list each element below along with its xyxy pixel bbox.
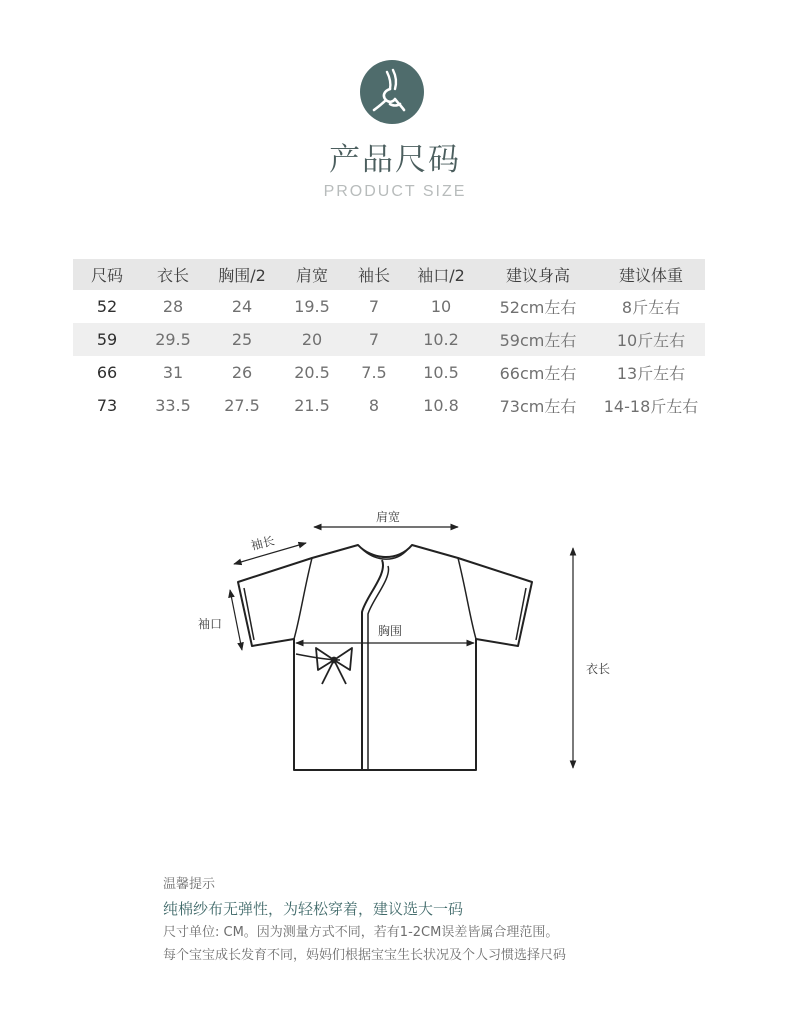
table-cell: 13斤左右 — [616, 364, 686, 383]
table-cell: 28 — [162, 297, 184, 316]
column-header: 袖口/2 — [417, 266, 465, 285]
label-chest: 胸围 — [378, 624, 403, 638]
garment-size-diagram — [0, 490, 790, 790]
table-cell: 73cm左右 — [499, 397, 577, 416]
table-cell: 7 — [368, 330, 380, 349]
table-row — [73, 389, 705, 422]
table-cell: 59 — [96, 330, 118, 349]
table-cell: 73 — [96, 396, 118, 415]
page-title: 产品尺码 — [329, 142, 461, 178]
table-cell: 7 — [368, 297, 380, 316]
table-cell: 19.5 — [294, 297, 330, 316]
table-cell: 7.5 — [361, 363, 387, 382]
column-header: 衣长 — [156, 266, 189, 285]
column-header: 尺码 — [90, 266, 123, 285]
table-cell: 14-18斤左右 — [603, 397, 699, 416]
tips-heading: 温馨提示 — [163, 877, 216, 892]
table-cell: 24 — [231, 297, 253, 316]
table-cell: 26 — [231, 363, 253, 382]
table-cell: 66 — [96, 363, 118, 382]
table-cell: 20.5 — [294, 363, 330, 382]
tips-line: 尺寸单位: CM。因为测量方式不同，若有1-2CM误差皆属合理范围。 — [163, 925, 559, 940]
table-cell: 25 — [231, 330, 253, 349]
size-table — [73, 259, 705, 422]
bow-icon — [316, 648, 352, 684]
shirt-outline — [238, 545, 532, 770]
table-cell: 33.5 — [155, 396, 191, 415]
label-shoulder-width: 肩宽 — [376, 510, 401, 524]
label-length: 衣长 — [586, 662, 611, 676]
page-subtitle: PRODUCT SIZE — [323, 183, 467, 200]
tips-section — [163, 875, 566, 969]
table-cell: 66cm左右 — [499, 364, 577, 383]
table-cell: 31 — [162, 363, 184, 382]
column-header: 袖长 — [357, 266, 390, 285]
table-cell: 10.8 — [423, 396, 459, 415]
table-cell: 10 — [430, 297, 452, 316]
table-cell: 10斤左右 — [616, 331, 686, 350]
column-header: 建议体重 — [618, 266, 683, 285]
table-cell: 52 — [96, 297, 118, 316]
table-header-row — [73, 259, 705, 290]
table-cell: 10.5 — [423, 363, 459, 382]
column-header: 肩宽 — [295, 266, 328, 285]
table-row — [73, 323, 705, 356]
table-cell: 10.2 — [423, 330, 459, 349]
column-header: 胸围/2 — [218, 266, 266, 285]
table-cell: 21.5 — [294, 396, 330, 415]
tips-line: 每个宝宝成长发育不同，妈妈们根据宝宝生长状况及个人习惯选择尺码 — [163, 948, 567, 963]
table-cell: 8斤左右 — [621, 298, 681, 317]
table-cell: 27.5 — [224, 396, 260, 415]
label-sleeve-length: 袖长 — [249, 533, 277, 553]
column-header: 建议身高 — [505, 266, 570, 285]
table-row — [73, 290, 705, 323]
table-cell: 59cm左右 — [499, 331, 577, 350]
label-cuff: 袖口 — [198, 617, 223, 631]
rabbit-logo-icon — [360, 60, 424, 124]
table-row — [73, 356, 705, 389]
tips-highlight: 纯棉纱布无弹性，为轻松穿着，建议选大一码 — [163, 900, 464, 918]
cuff-arrow — [230, 590, 242, 650]
table-cell: 20 — [301, 330, 323, 349]
table-cell: 29.5 — [155, 330, 191, 349]
table-cell: 8 — [368, 396, 380, 415]
table-cell: 52cm左右 — [499, 298, 577, 317]
